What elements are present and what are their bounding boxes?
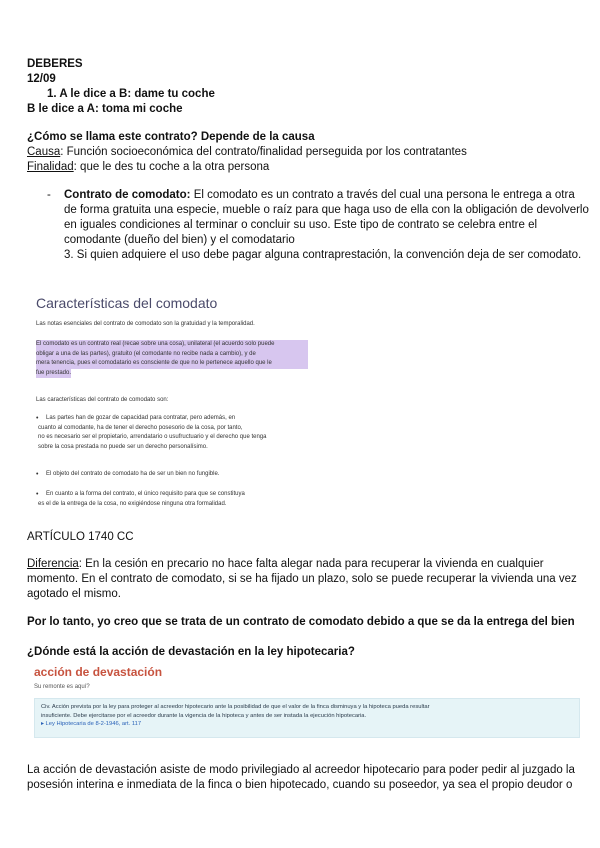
final-line-2: posesión interina e inmediata de la finca o bien hipotecado, cuando su poseedor, ya sea el propio deudor o [27, 779, 573, 791]
definition-line: insuficiente. Debe ejercitarse por el acreedor durante la vigencia de la hipoteca y antes de ser instada la ejecución hipotecaria. [41, 712, 367, 719]
comodato-line-3: en iguales condiciones al terminar o concluir su uso. Este tipo de contrato se celebra entre el [64, 219, 538, 231]
articulo-label: ARTÍCULO 1740 CC [27, 531, 134, 543]
comodato-line-4: comodante (dueño del bien) y el comodatario [64, 234, 295, 246]
date-label: 12/09 [27, 73, 56, 85]
bullet-text: El objeto del contrato de comodato ha de ser un bien no fungible. [46, 471, 220, 477]
bullet-text: Las partes han de gozar de capacidad para contratar, pero además, en [46, 415, 236, 421]
diferencia-line-1 [27, 557, 587, 573]
characteristics-subtitle: Las notas esenciales del contrato de comodato son la gratuidad y la temporalidad. [36, 321, 255, 327]
deberes-title: DEBERES [27, 58, 83, 70]
comodato-text-1: El comodato es un contrato a través del cual una persona le entrega a otra [190, 189, 575, 201]
bullet-icon: • [36, 491, 39, 498]
characteristics-intro: Las características del contrato de comodato son: [36, 397, 169, 403]
characteristics-bullet-2 [36, 470, 312, 480]
diferencia-line-3: agotado el mismo. [27, 588, 121, 600]
causa-text: : Función socioeconómica del contrato/finalidad perseguida por los contratantes [60, 146, 467, 158]
purple-line: mera tenencia, pues el comodatario es consciente de que no le pertenece aquello que le [36, 359, 308, 369]
bullet-icon: • [36, 471, 39, 478]
diferencia-text: : En la cesión en precario no hace falta alegar nada para recuperar la vivienda en cualquier [78, 558, 544, 570]
comodato-label: Contrato de comodato: [64, 189, 191, 201]
dialogue-line-1: 1. A le dice a B: dame tu coche [47, 88, 215, 100]
purple-line: fue prestado. [36, 369, 71, 379]
characteristics-bullet-3 [36, 490, 312, 509]
causa-line [27, 145, 467, 161]
comodato-line-2: de forma gratuita una especie, mueble o raíz para que haga uso de ella con la obligación de devolverlo [64, 204, 589, 216]
link-text: Ley Hipotecaria de 8-2-1946, art. 117 [45, 721, 142, 727]
devastacion-title: acción de devastación [34, 665, 163, 679]
devastacion-definition [35, 699, 579, 729]
purple-line: obligar a una de las partes), gratuito (el comodante no recibe nada a cambio), y de [36, 350, 308, 360]
bullet-icon: • [36, 415, 39, 422]
bullet-text: no es necesario ser el propietario, arrendatario o usufructuario y el derecho que tenga [38, 434, 267, 440]
bullet-text: es el de la entrega de la cosa, no exigiéndose ninguna otra formalidad. [38, 500, 227, 507]
diferencia-label: Diferencia [27, 558, 79, 570]
bullet-text: sobre la cosa prestada no puede ser un derecho personalísimo. [38, 443, 208, 450]
conclusion-text: Por lo tanto, yo creo que se trata de un contrato de comodato debido a que se da la entrega del bien [27, 616, 575, 628]
finalidad-line [27, 160, 269, 176]
bullet-text: En cuanto a la forma del contrato, el único requisito para que se constituya [46, 491, 245, 497]
diferencia-line-2: momento. En el contrato de comodato, si se ha fijado un plazo, solo se puede recuperar la vivienda una vez [27, 573, 577, 585]
finalidad-label: Finalidad [27, 161, 74, 173]
comodato-definition [64, 188, 584, 204]
causa-label: Causa [27, 146, 61, 158]
bullet-text: cuanto al comodante, ha de tener el derecho posesorio de la cosa, por tanto, [38, 424, 243, 431]
question-devastacion: ¿Dónde está la acción de devastación en la ley hipotecaria? [27, 646, 355, 658]
characteristics-purple-block [36, 340, 308, 378]
purple-line: El comodato es un contrato real (recae sobre una cosa), unilateral (el acuerdo solo puede [36, 340, 308, 350]
comodato-dash: - [47, 189, 51, 201]
characteristics-bullet-1 [36, 414, 312, 452]
devastacion-definition-box [34, 698, 580, 738]
devastacion-subtitle: Su remonte es aquí? [34, 684, 90, 690]
comodato-line-5: 3. Si quien adquiere el uso debe pagar alguna contraprestación, la convención deja de ser comodato. [64, 249, 582, 261]
finalidad-text: : que le des tu coche a la otra persona [73, 161, 270, 173]
dialogue-line-2: B le dice a A: toma mi coche [27, 103, 183, 115]
characteristics-title: Características del comodato [36, 295, 218, 311]
question-contract-name: ¿Cómo se llama este contrato? Depende de la causa [27, 131, 315, 143]
final-line-1: La acción de devastación asiste de modo privilegiado al acreedor hipotecario para poder pedir al juzgado la [27, 764, 575, 776]
comodato-characteristics-image [34, 292, 314, 520]
ley-hipotecaria-link[interactable]: ▸ Ley Hipotecaria de 8-2-1946, art. 117 [41, 721, 142, 727]
definition-line: Civ. Acción prevista por la ley para proteger al acreedor hipotecario ante la posibilidad de que el valor de la finca disminuya y la hipoteca pueda resultar [41, 704, 430, 710]
